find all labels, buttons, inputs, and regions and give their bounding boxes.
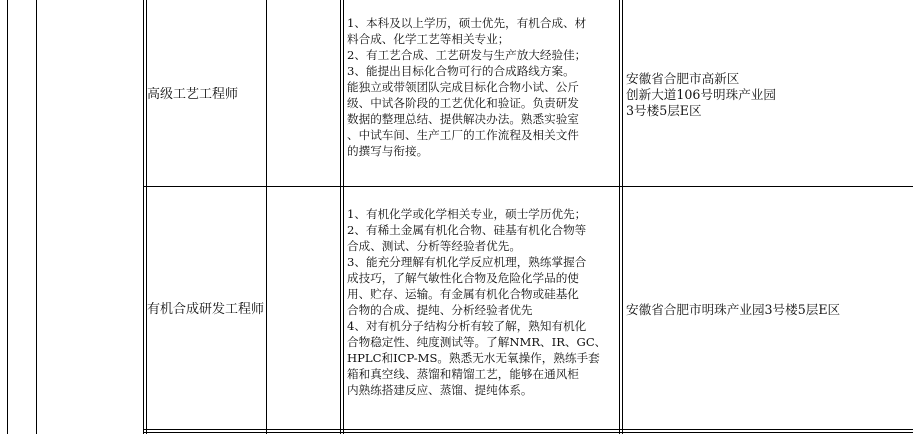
requirement-line: 2、有稀土金属有机化合物、硅基有机化合物等 <box>347 223 587 237</box>
row-divider <box>143 186 913 187</box>
requirement-line: 3、能充分理解有机化学反应机理，熟练掌握合 <box>347 255 587 269</box>
job-title-cell <box>147 302 266 322</box>
requirement-line: 料合成、化学工艺等相关专业； <box>347 32 510 46</box>
requirement-line: 箱和真空线、蒸馏和精馏工艺，能够在通风柜 <box>347 367 579 381</box>
column-divider <box>619 0 620 434</box>
job-title-cell <box>147 87 266 107</box>
left-border-line <box>7 0 8 434</box>
requirement-line: 能独立或带领团队完成目标化合物小试、公斤 <box>347 80 579 94</box>
address-line: 安徽省合肥市高新区 <box>626 71 740 86</box>
requirements-cell <box>344 206 619 404</box>
requirement-line: 4、对有机分子结构分析有较了解，熟知有机化 <box>347 319 587 333</box>
requirement-line: 合物的合成、提纯、分析经验者优先 <box>347 303 533 317</box>
requirement-line: HPLC和ICP-MS。熟悉无水无氧操作，熟练手套 <box>347 351 600 365</box>
requirement-line: 3、能提出目标化合物可行的合成路线方案。 <box>347 64 575 78</box>
job-title: 有机合成研发工程师 <box>147 302 265 317</box>
requirement-line: 合物稳定性、纯度测试等。了解NMR、IR、GC、 <box>347 335 607 349</box>
requirement-line: 用、贮存、运输。有金属有机化合物或硅基化 <box>347 287 579 301</box>
column-divider <box>146 0 147 434</box>
requirements-cell <box>344 15 619 165</box>
requirement-line: 成技巧，了解气敏性化合物及危险化学品的使 <box>347 271 579 285</box>
requirement-line: 1、有机化学或化学相关专业，硕士学历优先； <box>347 207 587 221</box>
row-divider <box>143 429 913 430</box>
column-divider <box>266 0 267 434</box>
requirement-line: 、中试车间、生产工厂的工作流程及相关文件 <box>347 128 579 142</box>
column-divider <box>340 0 341 434</box>
requirement-line: 的撰写与衔接。 <box>347 144 429 158</box>
column-divider <box>36 0 37 434</box>
requirement-line: 1、本科及以上学历，硕士优先，有机合成、材 <box>347 16 587 30</box>
row-divider <box>143 432 913 433</box>
address-line: 安徽省合肥市明珠产业园3号楼5层E区 <box>626 302 841 317</box>
requirement-line: 内熟练搭建反应、蒸馏、提纯体系。 <box>347 383 533 397</box>
requirement-line: 级、中试各阶段的工艺优化和验证。负责研发 <box>347 96 579 110</box>
column-divider <box>622 0 623 434</box>
requirement-line: 合成、测试、分析等经验者优先。 <box>347 239 521 253</box>
address-cell <box>623 71 911 123</box>
requirement-line: 数据的整理总结、提供解决办法。熟悉实验室 <box>347 112 579 126</box>
address-line: 3号楼5层E区 <box>626 103 702 118</box>
address-cell <box>623 302 911 322</box>
job-title: 高级工艺工程师 <box>147 87 239 102</box>
address-line: 创新大道106号明珠产业园 <box>626 87 776 102</box>
requirement-line: 2、有工艺合成、工艺研发与生产放大经验佳； <box>347 48 587 62</box>
column-divider <box>143 0 144 434</box>
